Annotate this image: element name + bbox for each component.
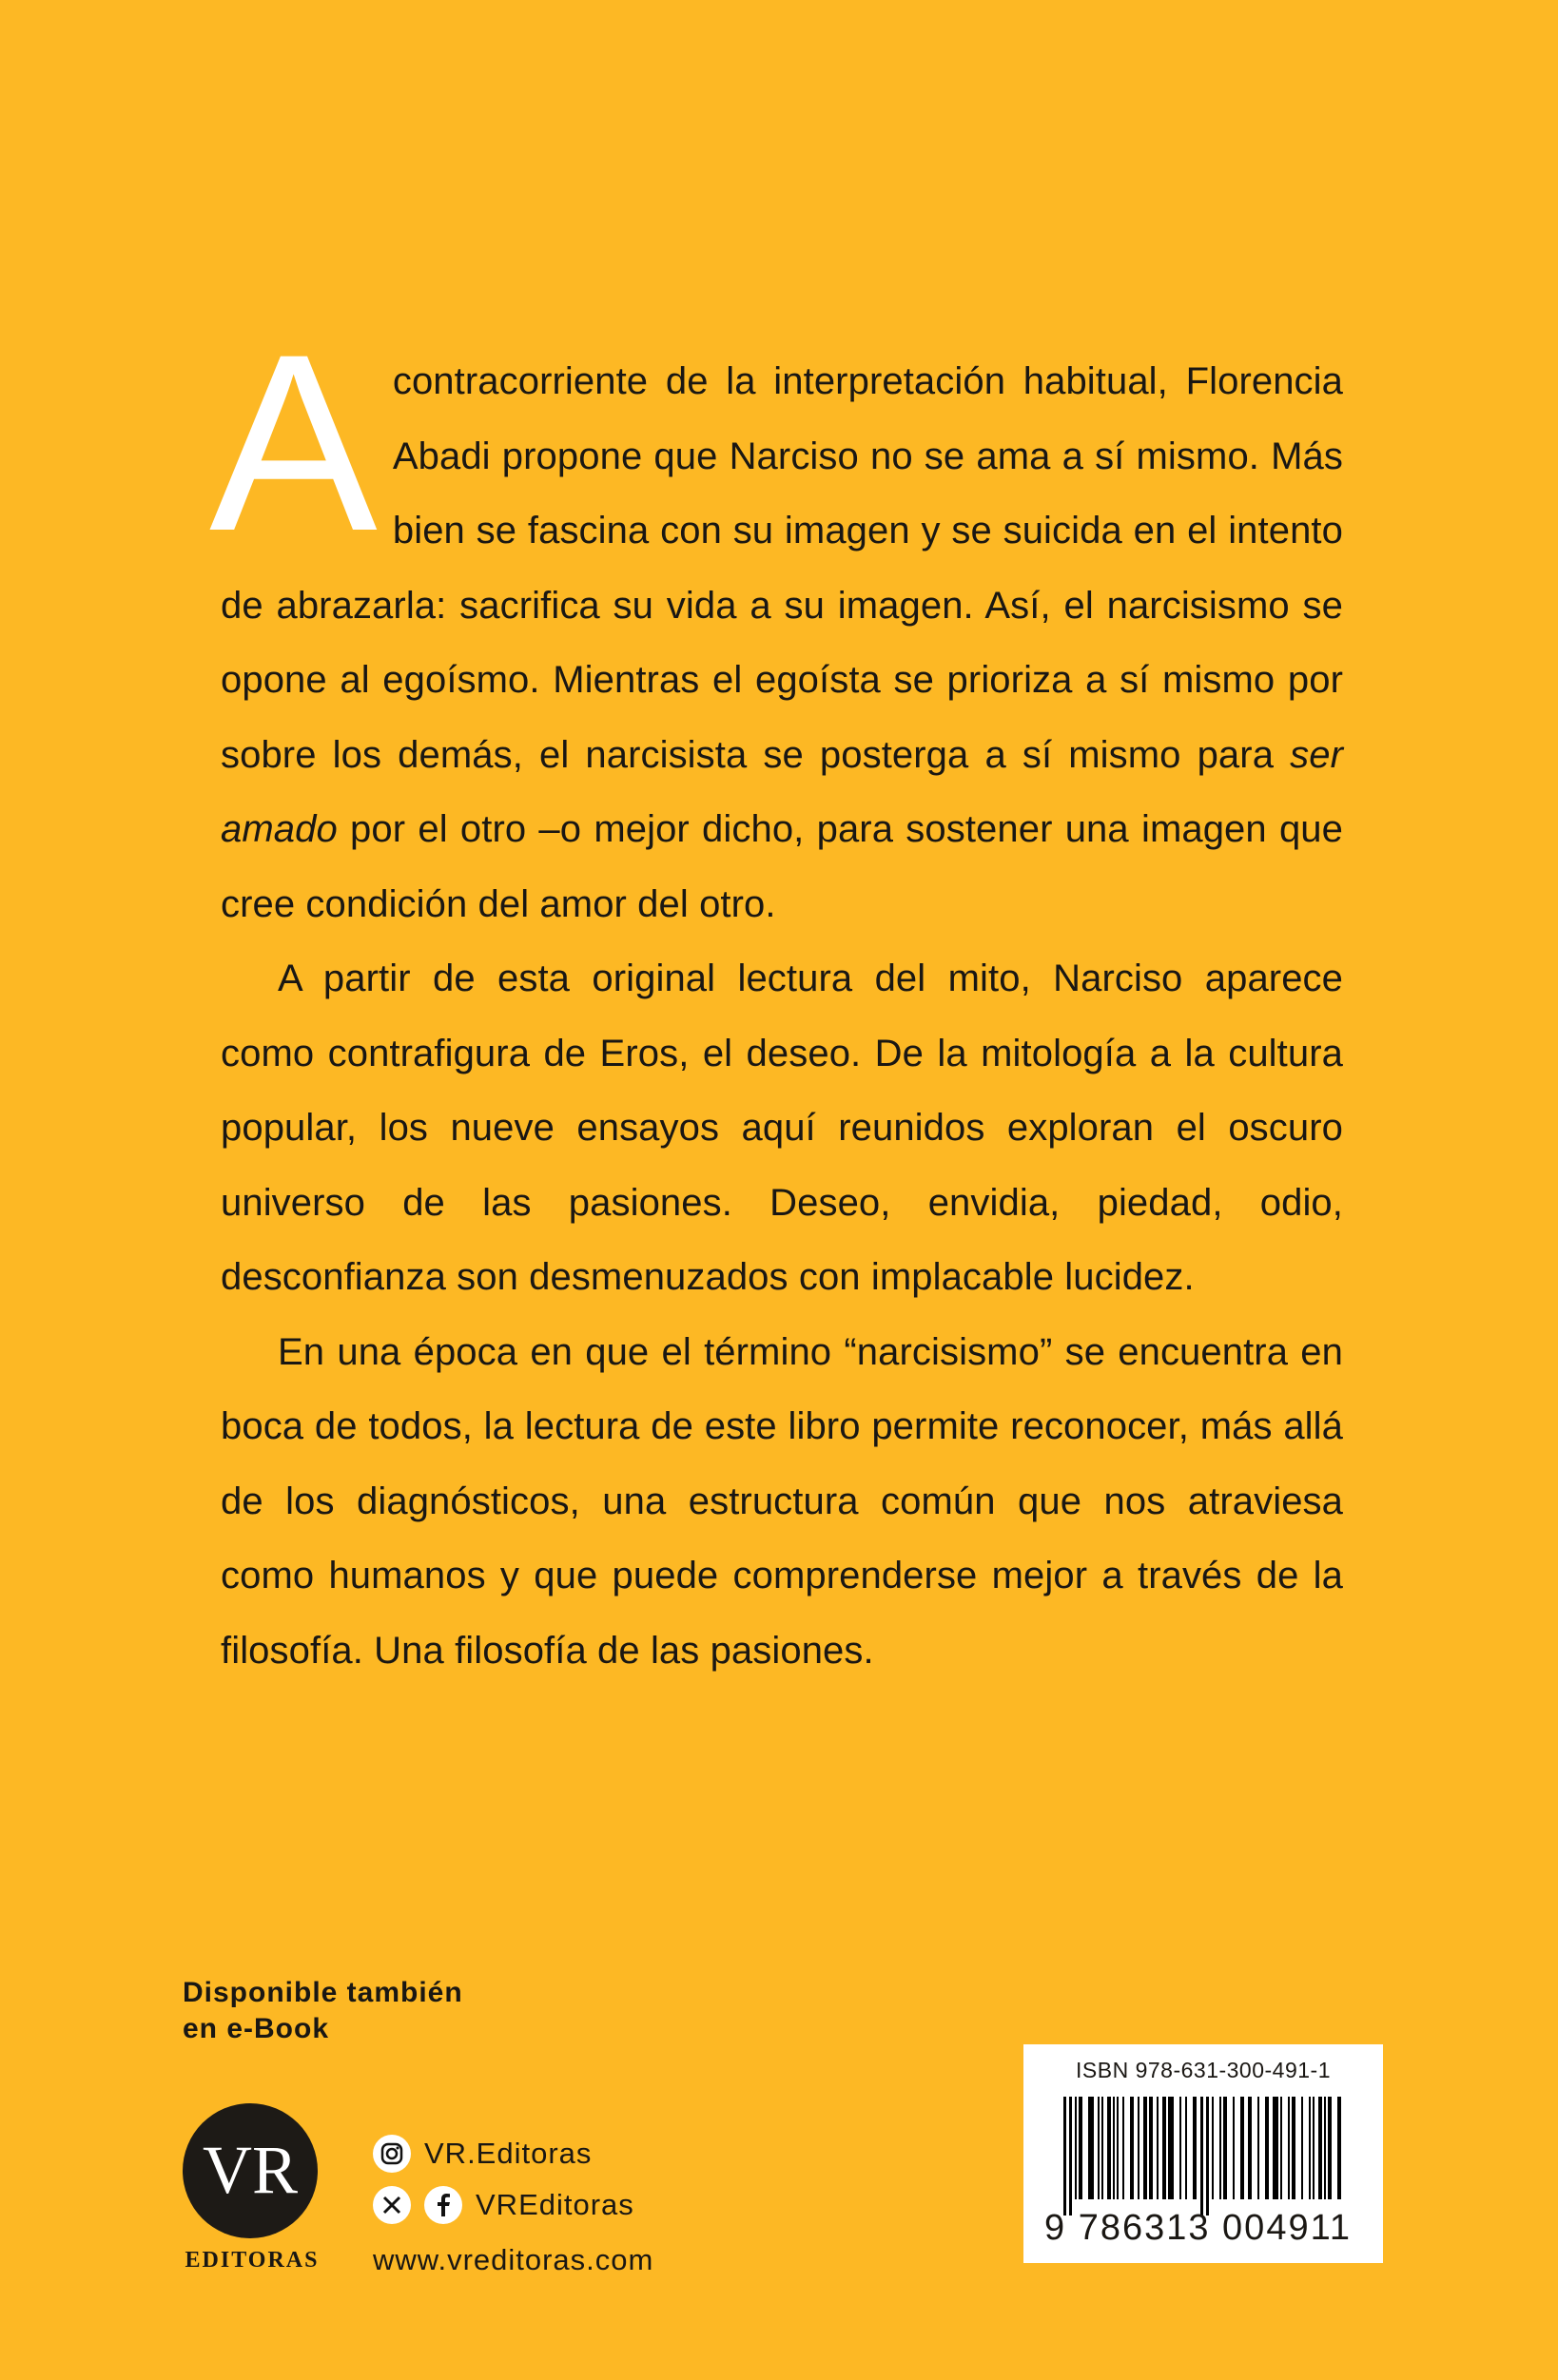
barcode-bar — [1273, 2097, 1278, 2199]
blurb-text — [209, 302, 1343, 1688]
blurb-paragraph-1 — [209, 302, 1343, 941]
drop-cap: A — [209, 302, 378, 584]
x-icon[interactable] — [373, 2186, 411, 2224]
instagram-row[interactable] — [373, 2128, 653, 2179]
barcode-bar — [1223, 2097, 1227, 2199]
barcode-bar — [1318, 2097, 1322, 2199]
barcode-bar — [1179, 2097, 1181, 2199]
barcode-guard-bar — [1069, 2097, 1072, 2216]
instagram-handle[interactable]: VR.Editoras — [424, 2137, 593, 2170]
barcode-bar — [1157, 2097, 1159, 2199]
barcode-bar — [1168, 2097, 1174, 2199]
barcode-box — [1023, 2044, 1383, 2263]
barcode-bar — [1212, 2097, 1214, 2199]
logo-wordmark: EDITORAS — [185, 2248, 320, 2273]
barcode-bar — [1113, 2097, 1115, 2199]
barcode-bar — [1130, 2097, 1134, 2199]
barcode-bar — [1280, 2097, 1282, 2199]
facebook-icon[interactable] — [424, 2186, 462, 2224]
blurb-paragraph-3: En una época en que el término “narcisismo” se encuentra en boca de todos, la lectura de este libro permite reconocer, más allá de los diagnósticos, una estructura común que nos atraviesa como humanos y que puede comprenderse mejor a través de la filosofía. Una filosofía de las pasiones. — [221, 1330, 1343, 1672]
barcode-bar — [1257, 2097, 1259, 2199]
logo-circle — [183, 2103, 318, 2238]
barcode-bar — [1265, 2097, 1269, 2199]
barcode-bar — [1185, 2097, 1187, 2199]
barcode-bar — [1324, 2097, 1326, 2199]
barcode-bar — [1337, 2097, 1341, 2199]
barcode-bar — [1219, 2097, 1221, 2199]
website-row[interactable] — [373, 2235, 653, 2286]
blurb-paragraph-2: A partir de esta original lectura del mito, Narciso aparece como contrafigura de Eros, el deseo. De la mitología a la cultura popular, los nueve ensayos aquí reunidos exploran el oscuro universo de las pasiones. Deseo, envidia, piedad, odio, desconfianza son desmenuzados con implacable lucidez. — [221, 958, 1343, 1298]
vr-monogram-icon — [193, 2128, 307, 2214]
barcode-bar — [1101, 2097, 1103, 2199]
barcode-guard-bar — [1206, 2097, 1209, 2216]
barcode-guard-bar — [1063, 2097, 1066, 2216]
barcode-bar — [1328, 2097, 1332, 2199]
ebook-notice — [183, 1975, 463, 2047]
social-links — [373, 2128, 653, 2286]
barcode-bar — [1079, 2097, 1082, 2199]
barcode-bar — [1149, 2097, 1153, 2199]
ebook-line-2: en e-Book — [183, 2013, 330, 2044]
barcode-bar — [1098, 2097, 1100, 2199]
ebook-line-1: Disponible también — [183, 1977, 463, 2008]
website-link[interactable]: www.vreditoras.com — [373, 2243, 654, 2276]
barcode-bar — [1248, 2097, 1252, 2199]
instagram-icon — [373, 2135, 411, 2173]
barcode-bar — [1193, 2097, 1197, 2199]
barcode-bar — [1288, 2097, 1290, 2199]
x-facebook-row[interactable] — [373, 2179, 653, 2231]
barcode-bar — [1301, 2097, 1303, 2199]
barcode-bar — [1107, 2097, 1111, 2199]
logo-mark-text: VR — [202, 2132, 299, 2208]
barcode-bar — [1138, 2097, 1139, 2199]
barcode-bar — [1309, 2097, 1311, 2199]
barcode-bar — [1143, 2097, 1147, 2199]
barcode-bar — [1088, 2097, 1094, 2199]
barcode-bar — [1240, 2097, 1244, 2199]
barcode-bar — [1313, 2097, 1315, 2199]
barcode-digits: 9 786313 004911 — [1044, 2208, 1353, 2248]
barcode-icon — [1061, 2097, 1347, 2216]
publisher-logo — [181, 2103, 323, 2274]
barcode-guard-bar — [1200, 2097, 1203, 2216]
barcode-bar — [1233, 2097, 1235, 2199]
barcode-bar — [1122, 2097, 1124, 2199]
barcode-bar — [1162, 2097, 1166, 2199]
barcode-bar — [1117, 2097, 1119, 2199]
blurb-p1-text-a: contracorriente de la interpretación habitual, Florencia Abadi propone que Narciso no se ama a sí mismo. Más bien se fascina con su imagen y se suicida en el intento de abrazarla: sacrifica su vida a su imagen. Así, el narcisismo se opone al egoísmo. Mientras el egoísta se prioriza a sí mismo por sobre los demás, el narcisista se posterga a sí mismo para — [221, 360, 1343, 776]
blurb-p1-text-b: por el otro –o mejor dicho, para sostener una imagen que cree condición del amor del otro. — [221, 808, 1343, 925]
x-facebook-handle[interactable]: VREditoras — [476, 2188, 634, 2221]
barcode-bar — [1292, 2097, 1295, 2199]
blurb-p1-italic: ser amado — [221, 733, 1343, 850]
isbn-label: ISBN 978-631-300-491-1 — [1076, 2058, 1331, 2082]
barcode-bar — [1075, 2097, 1077, 2199]
